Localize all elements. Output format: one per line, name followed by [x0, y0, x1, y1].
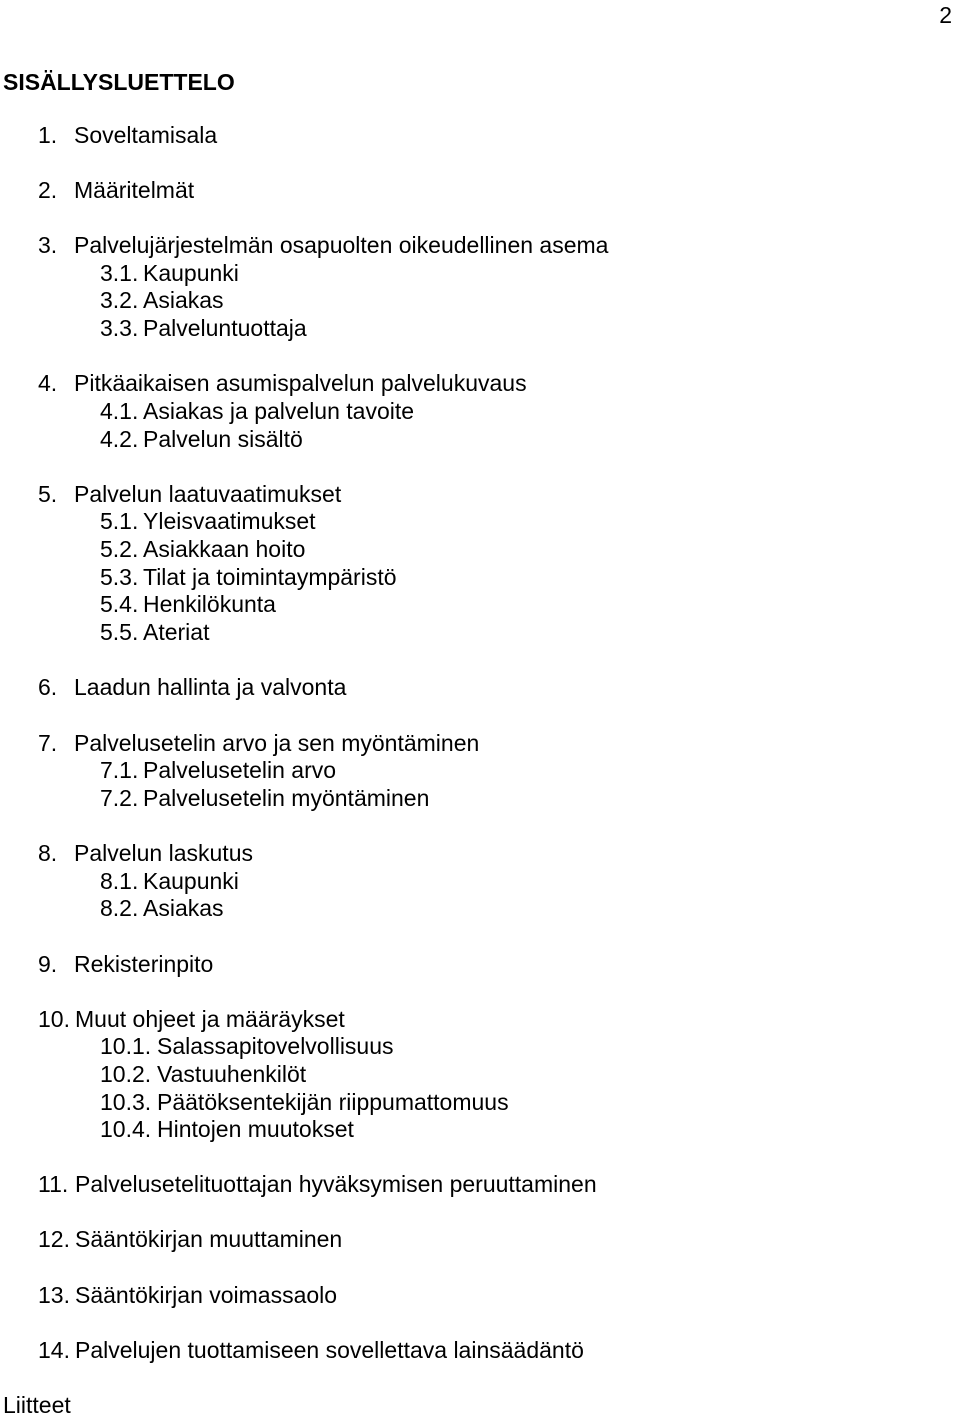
toc-entry-text: Henkilökunta	[143, 591, 276, 617]
toc-entry-text: Yleisvaatimukset	[143, 508, 316, 534]
toc-subentry	[100, 756, 336, 784]
toc-entry-text: Ateriat	[143, 619, 210, 645]
toc-entry-text: Päätöksentekijän riippumattomuus	[157, 1089, 509, 1115]
toc-entry	[38, 121, 217, 149]
toc-entry-text: Määritelmät	[74, 177, 195, 203]
toc-subentry	[100, 425, 303, 453]
toc-entry-number: 3.3.	[100, 315, 139, 341]
toc-entry-number: 5.2.	[100, 536, 139, 562]
toc-entry	[38, 231, 608, 259]
toc-entry-text: Vastuuhenkilöt	[157, 1061, 307, 1087]
toc-entry-number: 4.2.	[100, 426, 139, 452]
toc-entry	[38, 839, 253, 867]
toc-entry	[38, 1336, 584, 1364]
toc-entry-text: Palvelujen tuottamiseen sovellettava lainsäädäntö	[75, 1337, 584, 1363]
toc-entry-text: Asiakas	[143, 287, 224, 313]
toc-entry-number: 8.2.	[100, 895, 139, 921]
toc-entry-number: 10.1.	[100, 1033, 152, 1059]
toc-entry-text: Sääntökirjan muuttaminen	[75, 1226, 343, 1252]
toc-entry-text: Palvelujärjestelmän osapuolten oikeudellinen asema	[74, 232, 609, 258]
toc-entry-number: 8.1.	[100, 868, 139, 894]
toc-entry	[38, 729, 479, 757]
toc-subentry	[100, 867, 239, 895]
toc-subentry	[100, 314, 307, 342]
toc-entry-text: Pitkäaikaisen asumispalvelun palvelukuvaus	[74, 370, 527, 396]
toc-entry-number: 4.1.	[100, 398, 139, 424]
toc-entry-number: 3.1.	[100, 260, 139, 286]
page-title: SISÄLLYSLUETTELO	[3, 69, 235, 95]
toc-subentry	[100, 1115, 354, 1143]
toc-entry-text: Palveluntuottaja	[143, 315, 307, 341]
toc-entry-number: 3.	[38, 232, 58, 258]
toc-entry-text: Laadun hallinta ja valvonta	[74, 674, 347, 700]
toc-entry-number: 3.2.	[100, 287, 139, 313]
toc-entry-number: 5.3.	[100, 564, 139, 590]
toc-entry	[38, 369, 527, 397]
toc-subentry	[100, 397, 414, 425]
toc-entry-text: Sääntökirjan voimassaolo	[75, 1282, 338, 1308]
appendix-heading: Liitteet	[3, 1392, 71, 1418]
toc-entry-text: Soveltamisala	[74, 122, 218, 148]
toc-subentry	[100, 286, 224, 314]
toc-entry-text: Palvelusetelituottajan hyväksymisen peruuttaminen	[75, 1171, 597, 1197]
toc-entry-number: 10.	[38, 1006, 70, 1032]
toc-entry-number: 13.	[38, 1282, 70, 1308]
toc-subentry	[100, 1032, 394, 1060]
toc-entry-text: Tilat ja toimintaympäristö	[143, 564, 397, 590]
toc-entry-text: Asiakas	[143, 895, 224, 921]
toc-subentry	[100, 618, 209, 646]
toc-entry-number: 10.2.	[100, 1061, 152, 1087]
toc-entry	[38, 176, 194, 204]
toc-entry-text: Kaupunki	[143, 260, 239, 286]
toc-entry-number: 1.	[38, 122, 58, 148]
toc-entry-text: Palvelun sisältö	[143, 426, 303, 452]
toc-entry-number: 4.	[38, 370, 58, 396]
toc-entry-number: 9.	[38, 951, 58, 977]
toc-entry-number: 11.	[38, 1171, 69, 1197]
toc-subentry	[100, 563, 397, 591]
toc-entry-text: Asiakkaan hoito	[143, 536, 306, 562]
toc-subentry	[100, 1088, 509, 1116]
toc-entry-text: Hintojen muutokset	[157, 1116, 354, 1142]
toc-entry-number: 10.3.	[100, 1089, 152, 1115]
toc-entry-text: Palvelun laatuvaatimukset	[74, 481, 342, 507]
toc-subentry	[100, 259, 239, 287]
toc-entry-text: Palvelun laskutus	[74, 840, 253, 866]
toc-entry-number: 8.	[38, 840, 58, 866]
toc-entry-text: Palvelusetelin myöntäminen	[143, 785, 430, 811]
toc-entry	[38, 1005, 345, 1033]
toc-entry-text: Palvelusetelin arvo ja sen myöntäminen	[74, 730, 480, 756]
toc-entry-text: Rekisterinpito	[74, 951, 214, 977]
toc-entry	[38, 673, 346, 701]
toc-entry-number: 2.	[38, 177, 58, 203]
toc-subentry	[100, 1060, 306, 1088]
toc-entry-text: Kaupunki	[143, 868, 239, 894]
toc-subentry	[100, 894, 224, 922]
toc-subentry	[100, 507, 316, 535]
toc-entry-number: 12.	[38, 1226, 70, 1252]
toc-subentry	[100, 590, 276, 618]
toc-entry	[38, 950, 213, 978]
toc-entry-number: 7.2.	[100, 785, 139, 811]
toc-subentry	[100, 784, 429, 812]
toc-entry-text: Palvelusetelin arvo	[143, 757, 337, 783]
toc-entry-number: 7.1.	[100, 757, 139, 783]
toc-entry-number: 5.	[38, 481, 58, 507]
toc-entry-text: Salassapitovelvollisuus	[157, 1033, 394, 1059]
toc-entry	[38, 1170, 597, 1198]
toc-entry	[38, 480, 341, 508]
toc-entry	[38, 1281, 337, 1309]
toc-entry-number: 7.	[38, 730, 58, 756]
toc-entry-number: 14.	[38, 1337, 70, 1363]
toc-subentry	[100, 535, 305, 563]
toc-entry-text: Asiakas ja palvelun tavoite	[143, 398, 415, 424]
toc-entry-number: 5.1.	[100, 508, 139, 534]
page-number: 2	[939, 2, 952, 28]
toc-entry-number: 6.	[38, 674, 58, 700]
toc-entry-number: 10.4.	[100, 1116, 152, 1142]
toc-entry-number: 5.4.	[100, 591, 139, 617]
toc-entry-text: Muut ohjeet ja määräykset	[75, 1006, 345, 1032]
toc-entry-number: 5.5.	[100, 619, 139, 645]
toc-entry	[38, 1225, 342, 1253]
